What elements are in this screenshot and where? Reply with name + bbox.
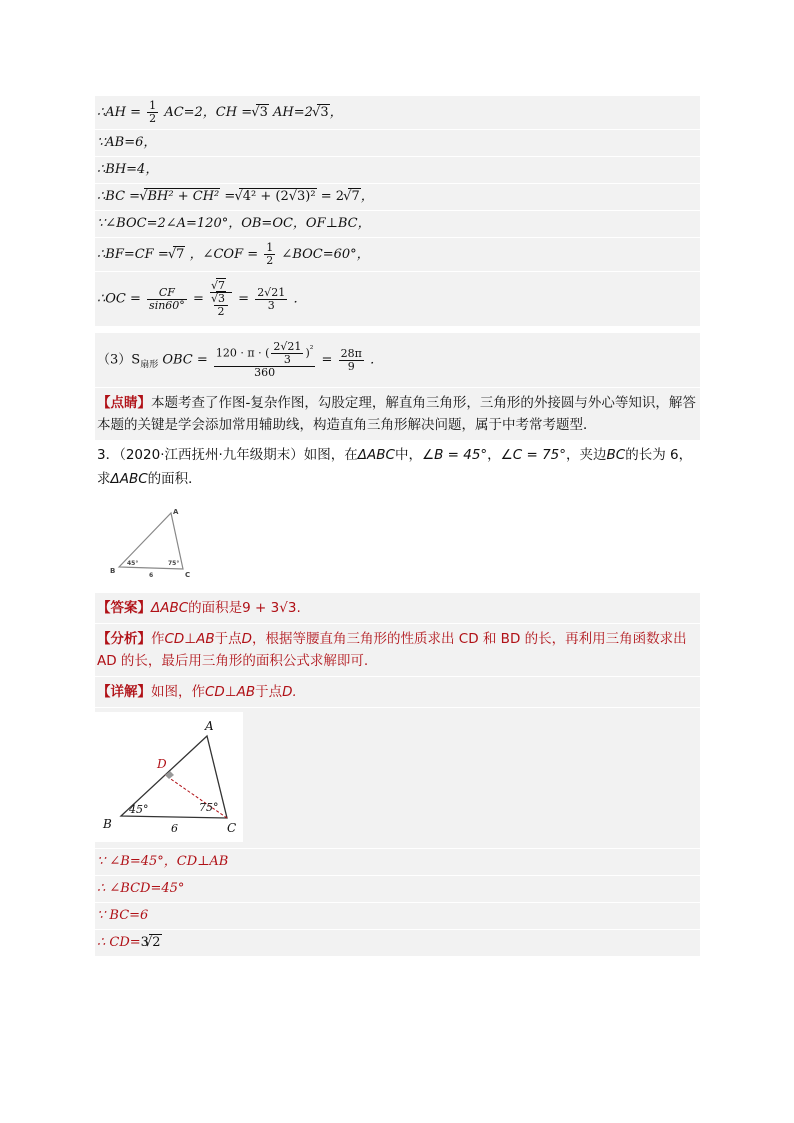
solution-line-ab: ∵AB=6， — [95, 130, 700, 157]
right-angle-mark — [165, 771, 174, 779]
analysis-tag: 【分析】 — [97, 631, 151, 647]
figure-large-container — [95, 708, 700, 849]
dianjing-block — [95, 388, 700, 441]
detail-line: 【详解】如图，作CD⊥AB于点D. — [95, 677, 700, 708]
label-c-large: C — [227, 821, 237, 835]
document-page — [95, 96, 700, 957]
label-a: A — [173, 508, 179, 516]
answer-line: 【答案】ΔABC的面积是9 + 3√3. — [95, 593, 700, 624]
label-a-large: A — [205, 719, 214, 733]
fraction-half-b: $\frac{1}{2}$ — [266, 241, 274, 267]
solution-line-bf: ∴BF=CF = √ 7 ，∠COF = $\frac{1}{2}$ ∠BOC=60°， — [95, 238, 700, 272]
sqrt-seven: √ 7 — [348, 188, 361, 204]
sqrt-seven-b: √ 7 — [173, 246, 186, 262]
step-2: ∴ ∠BCD=45° — [95, 876, 700, 903]
solution-line-boc: ∵∠BOC=2∠A=120°，OB=OC，OF⊥BC， — [95, 211, 700, 238]
dianjing-text: 本题考查了作图-复杂作图，勾股定理，解直角三角形，三角形的外接圆与外心等知识，解答本题的关键是学会添加常用辅助线，构造直角三角形解决问题，属于中考常考题型． — [97, 395, 696, 433]
angle-c-large: 75° — [199, 801, 219, 814]
solution-line-sector: $(3)S_{扇形}$ OBC = 120 · π · ( $\frac{2√21}{3}$ )$^{^2}$ 360 = $\frac{28\pi}{9}$ ． — [95, 333, 700, 388]
detail-tag: 【详解】 — [97, 684, 151, 700]
side-label-large: 6 — [171, 822, 178, 835]
triangle-figure-small — [105, 501, 195, 581]
solution-line-ah: ∴AH = $\frac{1}{2}$ AC=2，CH = √ 3 AH=2 √ 3， — [95, 96, 700, 130]
triangle-figure-large — [95, 712, 243, 842]
step-1: ∵ ∠B=45°，CD⊥AB — [95, 849, 700, 876]
answer-value: 9 + 3√3 — [242, 600, 297, 616]
label-d-large: D — [157, 757, 167, 771]
fraction-2root21-3: $\frac{2√21}{3}$ — [257, 285, 286, 312]
fraction-cf-sin: $\frac{CF}{\sin 60^\circ}$ — [149, 285, 185, 312]
dianjing-tag: 【点睛】 — [97, 395, 151, 411]
label-b: B — [110, 567, 116, 575]
fraction-root7-over: √ 7 √ $\frac{3}{2}$ — [210, 280, 232, 318]
solution-line-bc: ∴BC = √ BH² + CH² = √ 4² + (2√3)² = 2 √ 7， — [95, 184, 700, 211]
text-ac: AC=2，CH = — [164, 105, 253, 120]
analysis-block: 【分析】作CD⊥AB于点D，根据等腰直角三角形的性质求出 CD 和 BD 的长，再利用三角函数求出 AD 的长，最后用三角形的面积公式求解即可. — [95, 624, 700, 677]
side-label: 6 — [149, 572, 154, 579]
fraction-sector: 120 · π · ( $\frac{2√21}{3}$ )$^{^2}$ 360 — [215, 340, 314, 379]
problem-3: 3．（2020·江西抚州·九年级期末）如图，在ΔABC中，∠B = 45°，∠C = 75°，夹边BC的长为 6， 求ΔABC的面积． — [97, 447, 693, 487]
angle-b-large: 45° — [129, 803, 149, 816]
sqrt-three: √ 3 — [256, 104, 269, 120]
sqrt-bh-ch: √ BH² + CH² — [144, 188, 220, 204]
label-c: C — [185, 571, 191, 579]
text-ah: ∴AH = — [97, 105, 142, 120]
sqrt-two: √ 2 — [149, 934, 162, 950]
solution-line-bh: ∴BH=4， — [95, 157, 700, 184]
label-b-large: B — [103, 817, 112, 831]
angle-c-label: 75° — [168, 560, 180, 567]
text-ah2: AH=2 — [272, 105, 313, 120]
answer-tag: 【答案】 — [97, 600, 151, 616]
solution-line-oc: ∴OC = $\frac{CF}{\sin 60^\circ}$ = √ 7 √ $\frac{3}{2}$ = $\frac{2√21}{3}$ ． — [95, 272, 700, 327]
sqrt-expression: √ 4² + (2√3)² — [239, 188, 316, 204]
fraction-half: $\frac{1}{2}$ — [149, 99, 157, 125]
sqrt-three-b: √ 3 — [317, 104, 330, 120]
fraction-28pi-9: $\frac{28\pi}{9}$ — [340, 346, 362, 373]
angle-b-label: 45° — [127, 560, 139, 567]
step-4: ∴ CD=3√ 2 — [95, 930, 700, 957]
step-3: ∵ BC=6 — [95, 903, 700, 930]
